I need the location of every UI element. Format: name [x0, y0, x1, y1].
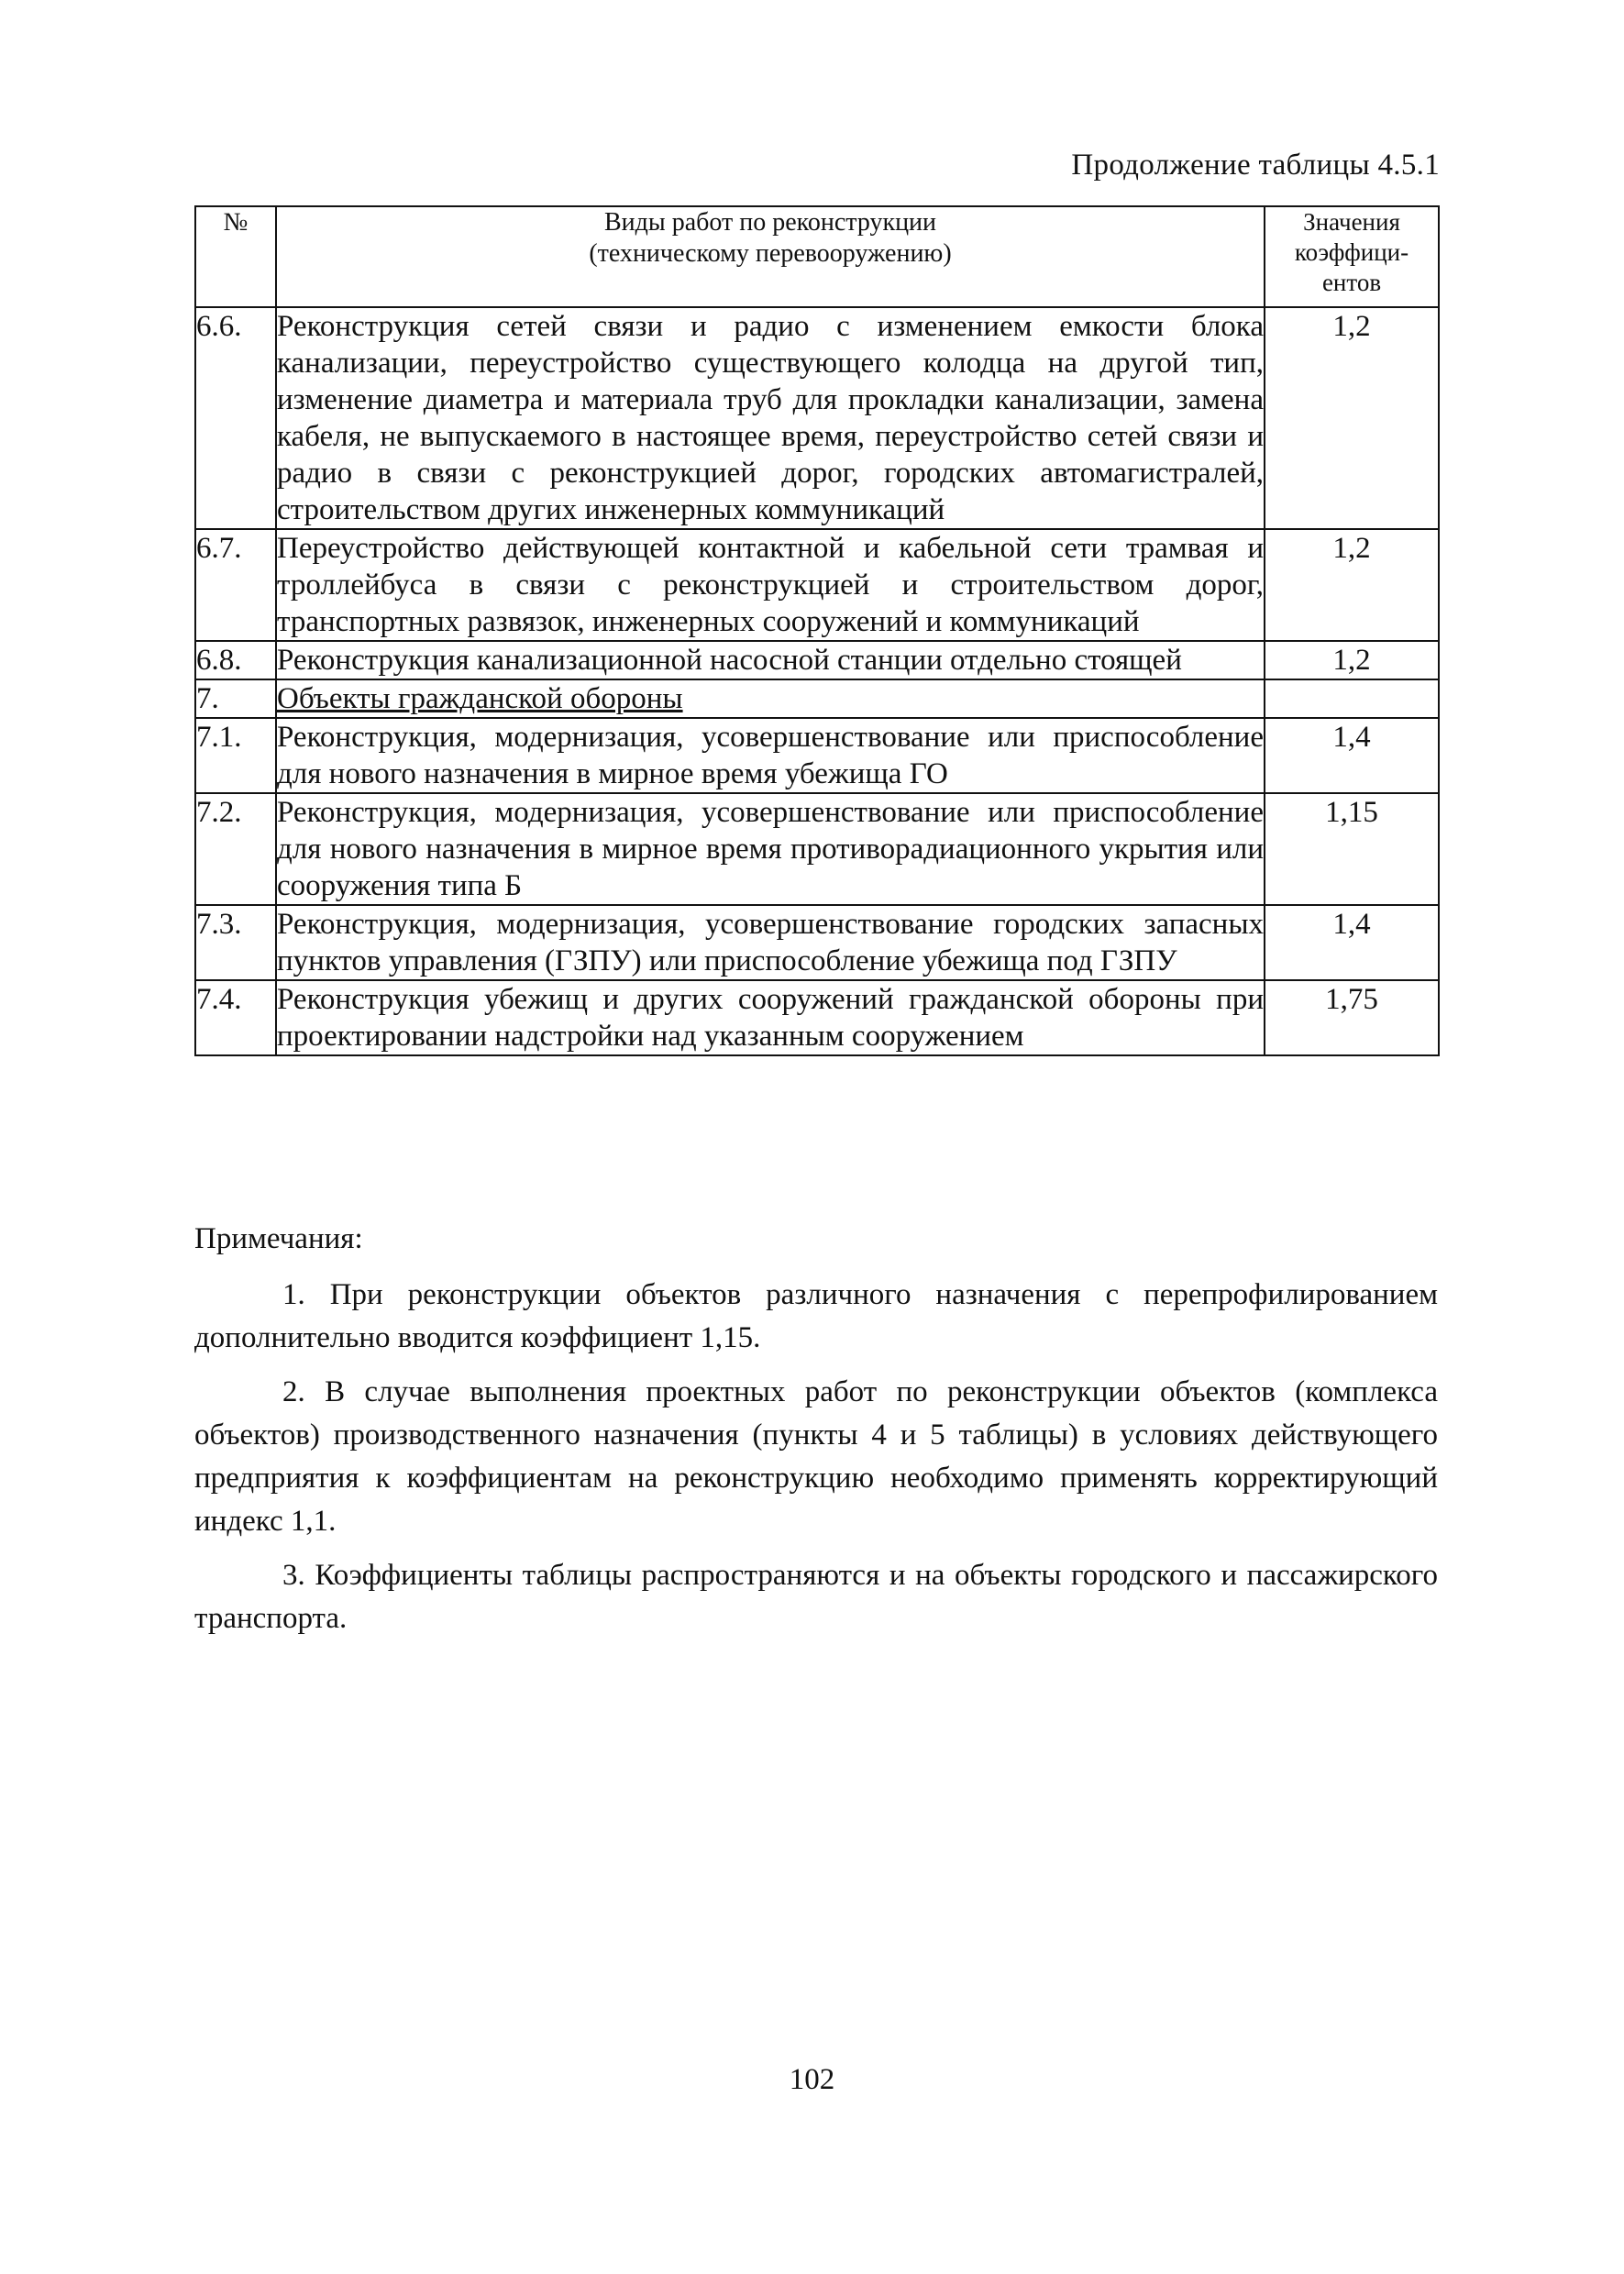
- row-number: 7.4.: [195, 980, 276, 1055]
- row-description: Реконструкция, модернизация, усовершенствование или приспособление для нового назначения в мирное время убежища ГО: [276, 718, 1265, 793]
- table-row: [195, 641, 1439, 679]
- row-number: 6.7.: [195, 529, 276, 641]
- row-description: Реконструкция, модернизация, усовершенствование городских запасных пунктов управления (ГЗПУ) или приспособление убежища под ГЗПУ: [276, 905, 1265, 980]
- header-coefficients-line2: коэффици-: [1294, 238, 1409, 266]
- row-description: Реконструкция канализационной насосной станции отдельно стоящей: [276, 641, 1265, 679]
- section-coefficient: [1265, 679, 1439, 718]
- row-coefficient: 1,4: [1265, 905, 1439, 980]
- table-row: [195, 718, 1439, 793]
- header-work-types-line1: Виды работ по реконструкции: [603, 208, 937, 237]
- row-number: 6.6.: [195, 307, 276, 529]
- header-work-types-line2: (техническому перевооружению): [589, 239, 952, 268]
- row-coefficient: 1,4: [1265, 718, 1439, 793]
- note-item: 3. Коэффициенты таблицы распространяются и на объекты городского и пассажирского транспорта.: [194, 1559, 1438, 1635]
- row-description: Реконструкция убежищ и других сооружений гражданской обороны при проектировании надстройки над указанным сооружением: [276, 980, 1265, 1055]
- row-description: Реконструкция сетей связи и радио с изменением емкости блока канализации, переустройство существующего колодца на другой тип, изменение диаметра и материала труб для прокладки канализации, замена кабеля, не выпускаемого в настоящее время, переустройство сетей связи и радио в связи с реконструкцией дорог, городских автомагистралей, строительством других инженерных коммуникаций: [276, 307, 1265, 529]
- notes-title: Примечания:: [194, 1222, 363, 1255]
- note-item: 2. В случае выполнения проектных работ по реконструкции объектов (комплекса объектов) производственного назначения (пункты 4 и 5 таблицы) в условиях действующего предприятия к коэффициентам на реконструкцию необходимо применять корректирующий индекс 1,1.: [194, 1375, 1438, 1538]
- header-coefficients-line1: Значения: [1303, 208, 1400, 236]
- row-coefficient: 1,2: [1265, 307, 1439, 529]
- row-coefficient: 1,75: [1265, 980, 1439, 1055]
- row-description: Переустройство действующей контактной и кабельной сети трамвая и троллейбуса в связи с реконструкцией и строительством дорог, транспортных развязок, инженерных сооружений и коммуникаций: [276, 529, 1265, 641]
- table-row: [195, 529, 1439, 641]
- table-continuation-caption: Продолжение таблицы 4.5.1: [1071, 149, 1440, 182]
- row-coefficient: 1,15: [1265, 793, 1439, 905]
- table-row: [195, 980, 1439, 1055]
- header-work-types: [276, 206, 1265, 307]
- row-number: 6.8.: [195, 641, 276, 679]
- table-header-row: [195, 206, 1439, 307]
- section-title: Объекты гражданской обороны: [276, 679, 1265, 718]
- header-coefficients-line3: ентов: [1321, 269, 1382, 296]
- row-description: Реконструкция, модернизация, усовершенствование или приспособление для нового назначения в мирное время противорадиационного укрытия или сооружения типа Б: [276, 793, 1265, 905]
- page-number: 102: [789, 2063, 835, 2096]
- row-number: 7.1.: [195, 718, 276, 793]
- table-row: [195, 905, 1439, 980]
- header-coefficients: [1265, 206, 1439, 307]
- row-coefficient: 1,2: [1265, 641, 1439, 679]
- row-number: 7.2.: [195, 793, 276, 905]
- note-item: 1. При реконструкции объектов различного назначения с перепрофилированием дополнительно вводится коэффициент 1,15.: [194, 1278, 1438, 1354]
- table-row: [195, 793, 1439, 905]
- reconstruction-coefficients-table: [194, 205, 1440, 1056]
- table-row: [195, 307, 1439, 529]
- table-section-row: [195, 679, 1439, 718]
- row-coefficient: 1,2: [1265, 529, 1439, 641]
- header-number: №: [195, 206, 276, 307]
- row-number: 7.3.: [195, 905, 276, 980]
- notes-section: [194, 1218, 1438, 1651]
- section-number: 7.: [195, 679, 276, 718]
